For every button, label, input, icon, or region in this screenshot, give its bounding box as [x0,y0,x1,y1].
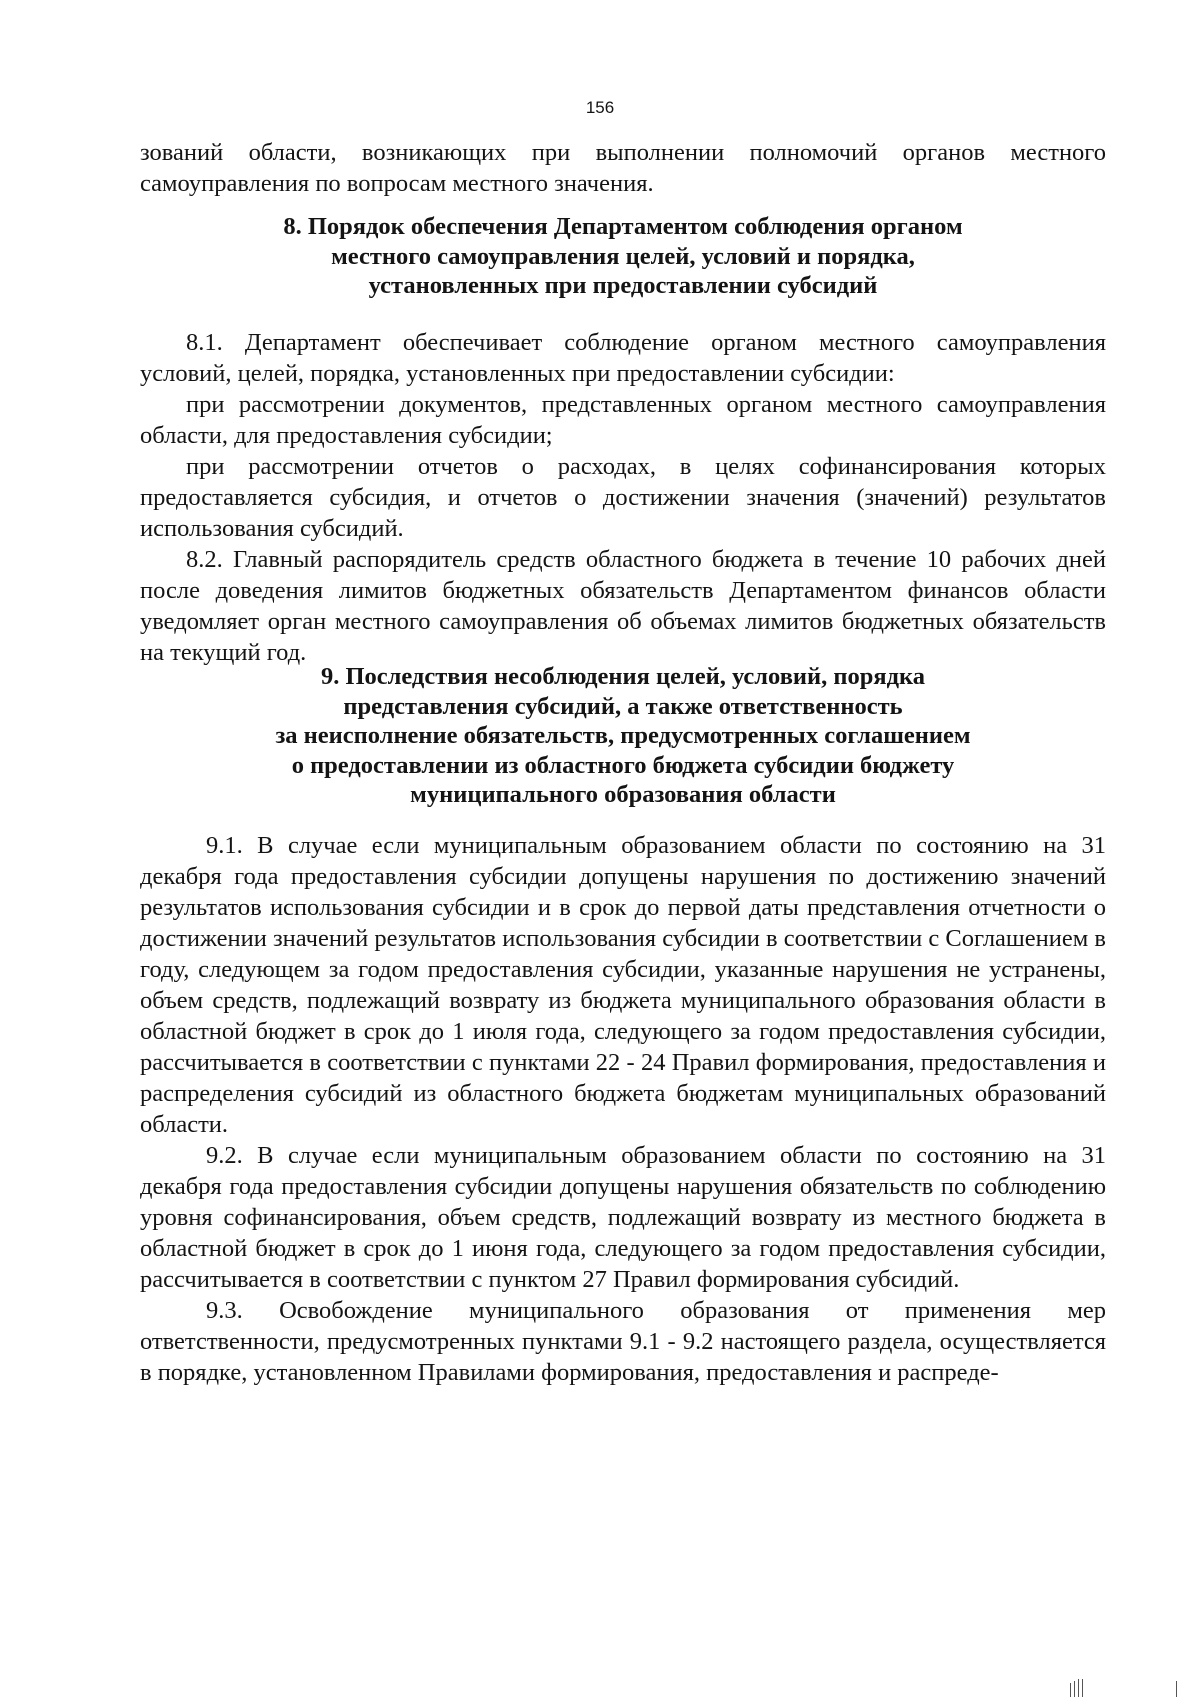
section-8-body [140,327,1106,668]
paragraph-8-2: 8.2. Главный распорядитель средств областного бюджета в течение 10 рабочих дней после доведения лимитов бюджетных обязательств Департаментом финансов области уведомляет орган местного самоуправления об объемах лимитов бюджетных обязательств на текущий год. [140,546,1106,666]
section-9-heading [140,662,1106,810]
section-9-heading-line: муниципального образования области [410,781,836,808]
section-9-heading-line: представления субсидий, а также ответственность [343,692,903,720]
paragraph-8-1-item-documents: при рассмотрении документов, представленных органом местного самоуправления области, для предоставления субсидии; [140,391,1106,449]
intro-paragraph-block [140,137,1106,199]
scan-artifact [1082,1679,1083,1697]
section-8-heading-line: 8. Порядок обеспечения Департаментом соблюдения органом [283,213,963,240]
section-8-heading [140,212,1106,301]
scan-artifact [1074,1681,1075,1697]
section-9-heading-line: 9. Последствия несоблюдения целей, условий, порядка [320,663,926,690]
scan-artifact [1176,1681,1177,1697]
scan-artifact [1070,1683,1071,1697]
paragraph-8-1-item-reports: при рассмотрении отчетов о расходах, в целях софинансирования которых предоставляется субсидия, и отчетов о достижении значения (значений) результатов использования субсидий. [140,453,1106,542]
paragraph-9-2: 9.2. В случае если муниципальным образованием области по состоянию на 31 декабря года предоставления субсидии допущены нарушения обязательств по соблюдению уровня софинансирования, объем средств, подлежащий возврату из местного бюджета в областной бюджет в срок до 1 июня года, следующего за годом предоставления субсидии, рассчитывается в соответствии с пунктом 27 Правил формирования субсидий. [140,1142,1106,1293]
paragraph-9-3: 9.3. Освобождение муниципального образования от применения мер ответственности, предусмотренных пунктами 9.1 - 9.2 настоящего раздела, осуществляется в порядке, установленном Правилами формирования, предоставления и распреде- [140,1297,1106,1386]
section-9-heading-line: за неисполнение обязательств, предусмотренных соглашением [275,722,971,749]
section-8-heading-line: установленных при предоставлении субсидий [368,272,878,299]
section-9-heading-line: о предоставлении из областного бюджета субсидии бюджету [291,751,955,779]
scan-artifact [1078,1679,1079,1697]
page-number: 156 [585,98,615,117]
intro-paragraph: зований области, возникающих при выполнении полномочий органов местного самоуправления по вопросам местного значения. [140,139,1106,197]
section-8-heading-line: местного самоуправления целей, условий и порядка, [331,242,915,270]
section-9-body [140,830,1106,1388]
paragraph-9-1: 9.1. В случае если муниципальным образованием области по состоянию на 31 декабря года предоставления субсидии допущены нарушения по достижению значений результатов использования субсидии и в срок до первой даты представления отчетности о достижении значений результатов использования субсидии в соответствии с Соглашением в году, следующем за годом предоставления субсидии, указанные нарушения не устранены, объем средств, подлежащий возврату из бюджета муниципального образования области в областной бюджет в срок до 1 июля года, следующего за годом предоставления субсидии, рассчитывается в соответствии с пунктами 22 - 24 Правил формирования, предоставления и распределения субсидий из областного бюджета бюджетам муниципальных образований области. [140,832,1106,1138]
paragraph-8-1: 8.1. Департамент обеспечивает соблюдение органом местного самоуправления условий, целей, порядка, установленных при предоставлении субсидии: [140,329,1106,387]
